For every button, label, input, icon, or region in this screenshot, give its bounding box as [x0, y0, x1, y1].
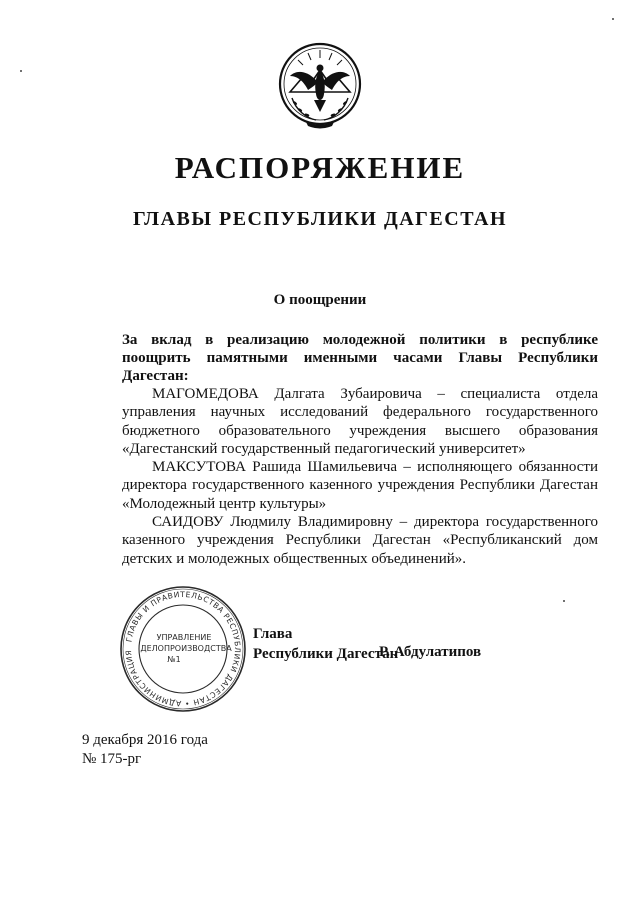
document-footer: [82, 731, 208, 769]
award-entry: САИДОВУ Людмилу Владимировну – директора государственного казенного учреждения Республики Дагестан «Республиканский дом детских и молодежных общественных объединений».: [122, 514, 598, 567]
official-seal-stamp: [118, 584, 248, 714]
seal-ring-text: ГЛАВЫ И ПРАВИТЕЛЬСТВА РЕСПУБЛИКИ ДАГЕСТАН • АДМИНИСТРАЦИЯ: [123, 589, 243, 709]
seal-center-line-3: №1: [167, 655, 181, 664]
signatory-position: [253, 624, 398, 664]
signatory-name: Р. Абдулатипов: [379, 644, 482, 660]
award-entry: МАКСУТОВА Рашида Шамильевича – исполняющего обязанности директора государственного казенного учреждения Республики Дагестан «Молодежный центр культуры»: [122, 459, 598, 512]
scan-speck: [563, 600, 565, 602]
document-subtitle: ГЛАВЫ РЕСПУБЛИКИ ДАГЕСТАН: [132, 208, 508, 230]
award-entry: МАГОМЕДОВА Далгата Зубаировича – специалиста отдела управления научных исследований федерального государственного бюджетного образовательного учреждения высшего образования «Дагестанский государственный педагогический университет»: [122, 386, 598, 457]
document-title: РАСПОРЯЖЕНИЕ: [174, 150, 466, 185]
signatory-position-line-2: Республики Дагестан: [253, 646, 399, 662]
scan-speck: [612, 18, 614, 20]
coat-of-arms-emblem: [276, 40, 364, 132]
scan-speck: [20, 70, 22, 72]
document-number: № 175-рг: [82, 751, 142, 767]
seal-center-line-1: УПРАВЛЕНИЕ: [156, 633, 212, 642]
award-list: [122, 385, 598, 568]
intro-paragraph: За вклад в реализацию молодежной политики в республике поощрить памятными именными часами Главы Республики Дагестан:: [122, 332, 598, 384]
signatory-position-line-1: Глава: [253, 626, 293, 642]
seal-center-line-2: ДЕЛОПРОИЗВОДСТВА: [140, 644, 232, 653]
document-subject: О поощрении: [273, 292, 367, 308]
document-date: 9 декабря 2016 года: [82, 732, 208, 748]
